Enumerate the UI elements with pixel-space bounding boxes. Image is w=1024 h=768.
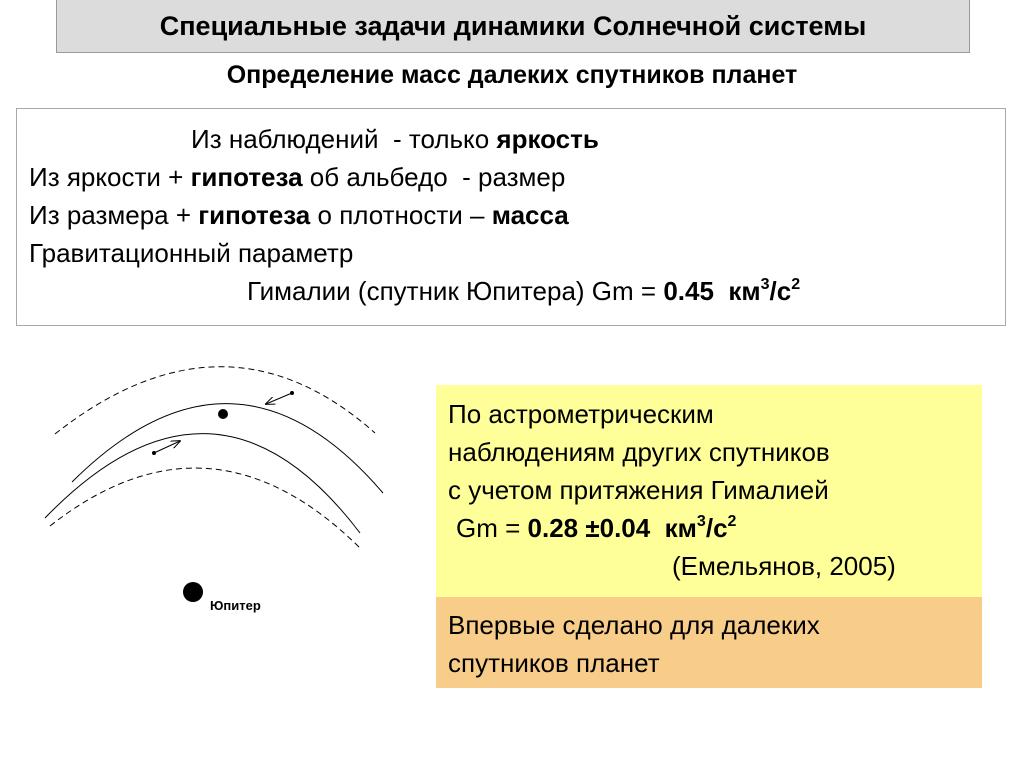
astrometric-note-box xyxy=(436,385,982,597)
unit-km: км xyxy=(664,513,697,543)
himalia-line xyxy=(29,272,993,310)
unit-slash: / xyxy=(769,276,777,306)
unit-exponent: 2 xyxy=(727,513,737,530)
observation-text: Из наблюдений - только xyxy=(191,124,497,154)
dashed-orbit-upper xyxy=(55,367,375,434)
hypothesis-term: гипотеза xyxy=(190,162,303,192)
hypothesis-term: гипотеза xyxy=(198,200,311,230)
first-time-note-box xyxy=(436,597,982,688)
albedo-prefix: Из яркости + xyxy=(29,162,191,192)
density-prefix: Из размера + xyxy=(29,200,199,230)
jupiter-dot xyxy=(183,582,203,602)
mass-determination-box xyxy=(16,108,1006,326)
motion-arrow-right xyxy=(266,393,292,404)
first-time-line-1: Впервые сделано для далеких xyxy=(448,610,820,640)
density-line xyxy=(29,196,993,234)
himalia-dot xyxy=(218,409,228,419)
orbit-diagram xyxy=(30,360,430,660)
unit-s: с xyxy=(776,276,792,306)
slide-subtitle: Определение масс далеких спутников планет xyxy=(226,61,798,89)
unit-exponent: 2 xyxy=(791,276,801,293)
solid-orbit-lower xyxy=(45,434,360,533)
albedo-suffix: об альбедо - размер xyxy=(302,162,566,192)
slide-title-bar xyxy=(56,0,970,53)
brightness-term: яркость xyxy=(496,124,599,154)
astrometric-line-3: с учетом притяжения Гималией xyxy=(448,475,829,505)
himalia-gm-unit xyxy=(714,276,800,306)
density-middle: о плотности – xyxy=(310,200,492,230)
unit-s: с xyxy=(713,513,728,543)
citation: (Емельянов, 2005) xyxy=(672,551,896,581)
solid-orbit-upper xyxy=(72,404,383,493)
slide-title: Специальные задачи динамики Солнечной системы xyxy=(159,10,867,41)
unit-exponent: 3 xyxy=(760,276,770,293)
astrometric-line-2: наблюдениям других спутников xyxy=(448,437,830,467)
dashed-orbit-lower xyxy=(50,468,360,548)
astrometric-line-1: По астрометрическим xyxy=(448,399,714,429)
astrometric-gm-unit xyxy=(650,513,736,543)
himalia-gm-value: 0.45 xyxy=(663,276,714,306)
albedo-line xyxy=(29,158,993,196)
jupiter-label: Юпитер xyxy=(210,598,261,613)
grav-parameter-line: Гравитационный параметр xyxy=(29,238,354,268)
astrometric-gm-line xyxy=(448,509,970,547)
first-time-line-2: спутников планет xyxy=(448,648,660,678)
unit-km: км xyxy=(728,276,761,306)
mass-term: масса xyxy=(491,200,569,230)
gm-prefix: Gm = xyxy=(456,513,528,543)
unit-exponent: 3 xyxy=(696,513,706,530)
motion-arrow-left xyxy=(154,441,180,453)
himalia-text: Гималии (спутник Юпитера) Gm = xyxy=(247,276,664,306)
observation-line xyxy=(29,120,993,158)
astrometric-gm-value: 0.28 ±0.04 xyxy=(527,513,651,543)
unit-slash: / xyxy=(705,513,714,543)
